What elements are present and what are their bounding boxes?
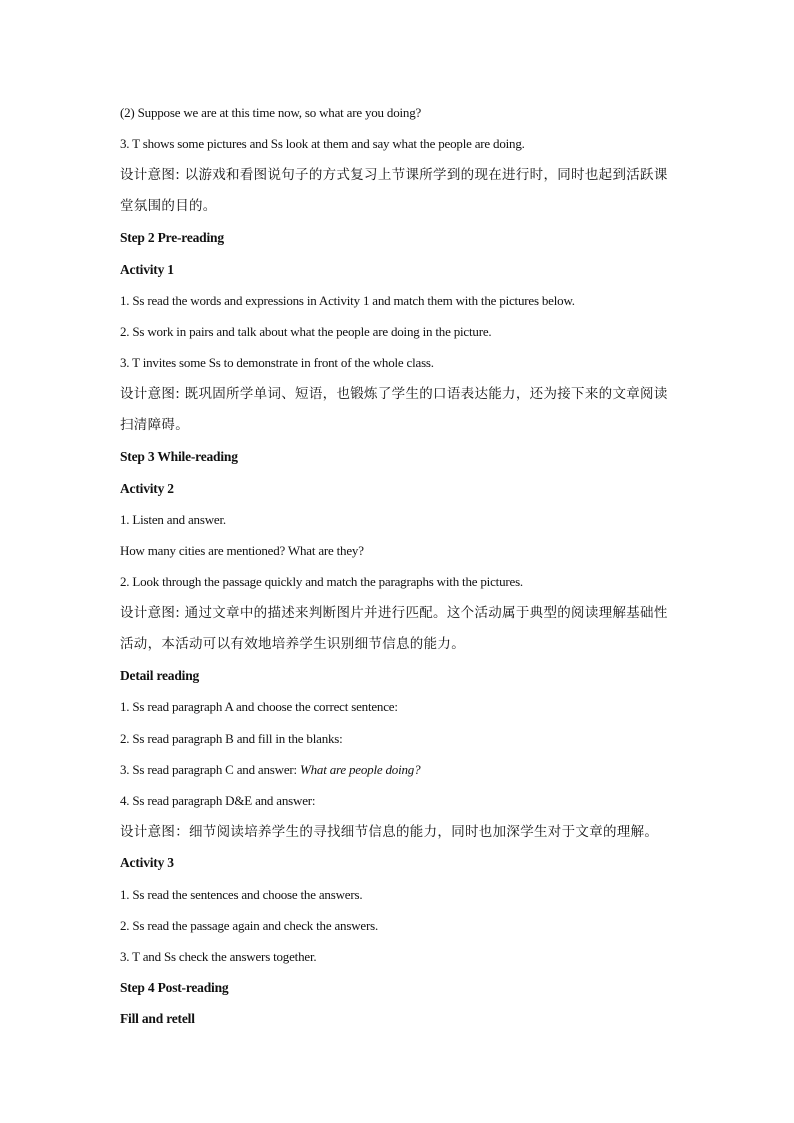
- paragraph: 3. T shows some pictures and Ss look at them and say what the people are doing.: [120, 136, 525, 152]
- paragraph: 1. Listen and answer.: [120, 511, 226, 527]
- design-intent-note: 设计意图：细节阅读培养学生的寻找细节信息的能力，同时也加深学生对于文章的理解。: [120, 824, 659, 841]
- activity-heading: Activity 1: [120, 261, 174, 277]
- step-heading: Step 3 While-reading: [120, 449, 238, 465]
- section-heading: Fill and retell: [120, 1011, 195, 1027]
- paragraph: 2. Look through the passage quickly and match the paragraphs with the pictures.: [120, 574, 523, 590]
- activity-heading: Activity 3: [120, 855, 174, 871]
- section-heading: Detail reading: [120, 668, 200, 684]
- paragraph-text: 3. Ss read paragraph C and answer:: [120, 761, 300, 777]
- design-intent-note: 设计意图: 既巩固所学单词、短语，也锻炼了学生的口语表达能力，还为接下来的文章阅读扫清障碍。: [120, 386, 668, 434]
- design-intent-note: 设计意图: 以游戏和看图说句子的方式复习上节课所学到的现在进行时，同时也起到活跃课堂氛围的目的。: [120, 167, 668, 215]
- paragraph: 2. Ss read the passage again and check the answers.: [120, 917, 379, 933]
- paragraph: 2. Ss read paragraph B and fill in the blanks:: [120, 730, 343, 746]
- paragraph: (2) Suppose we are at this time now, so what are you doing?: [120, 105, 422, 120]
- document-page: [120, 103, 680, 1041]
- paragraph: 3. T invites some Ss to demonstrate in front of the whole class.: [120, 355, 434, 371]
- paragraph: 1. Ss read the sentences and choose the answers.: [120, 886, 363, 902]
- italic-question: What are people doing?: [300, 761, 421, 777]
- paragraph: [120, 760, 680, 791]
- step-heading: Step 2 Pre-reading: [120, 230, 224, 246]
- paragraph: 1. Ss read paragraph A and choose the correct sentence:: [120, 699, 398, 715]
- paragraph: 2. Ss work in pairs and talk about what the people are doing in the picture.: [120, 323, 492, 339]
- paragraph: 4. Ss read paragraph D&E and answer:: [120, 793, 316, 808]
- design-intent-note: 设计意图: 通过文章中的描述来判断图片并进行匹配。这个活动属于典型的阅读理解基础性活动，本活动可以有效地培养学生识别细节信息的能力。: [120, 605, 668, 653]
- step-heading: Step 4 Post-reading: [120, 980, 229, 996]
- paragraph: 3. T and Ss check the answers together.: [120, 948, 317, 964]
- paragraph: How many cities are mentioned? What are they?: [120, 542, 364, 558]
- activity-heading: Activity 2: [120, 480, 174, 496]
- paragraph: 1. Ss read the words and expressions in Activity 1 and match them with the pictures below.: [120, 292, 575, 308]
